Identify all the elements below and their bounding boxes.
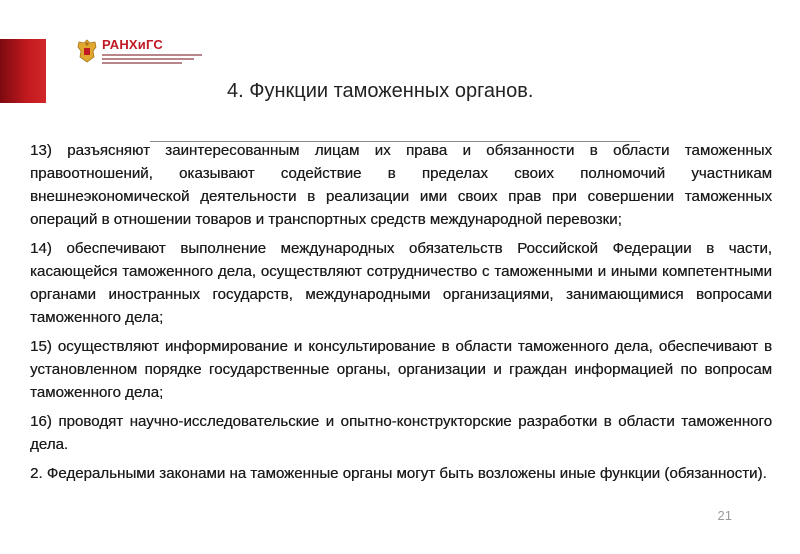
paragraph-2: 2. Федеральными законами на таможенные органы могут быть возложены иные функции (обязанности). <box>30 465 767 482</box>
paragraph-16: 16) проводят научно-исследовательские и опытно-конструкторские разработки в области таможенного дела. <box>30 413 772 453</box>
content-body <box>30 139 772 491</box>
red-accent-bar <box>0 39 46 103</box>
logo-subtitle <box>102 54 202 64</box>
logo-name: РАНХиГС <box>102 37 163 52</box>
paragraph-14: 14) обеспечивают выполнение международных обязательств Российской Федерации в части, касающейся таможенного дела, осуществляют сотрудничество с таможенными и иными компетентными органами иностранных государств, международными организациями, занимающимися вопросами таможенного дела; <box>30 240 772 326</box>
page-title: 4. Функции таможенных органов. <box>227 80 534 102</box>
paragraph-15: 15) осуществляют информирование и консультирование в области таможенного дела, обеспечивают в установленном порядке государственные органы, организации и граждан информацией по вопросам таможенного дела; <box>30 338 772 401</box>
eagle-emblem-icon <box>76 38 98 64</box>
page-number: 21 <box>717 508 732 523</box>
logo <box>76 34 202 68</box>
paragraph-13: 13) разъясняют заинтересованным лицам их права и обязанности в области таможенных правоотношений, оказывают содействие в пределах своих полномочий участникам внешнеэкономической деятельности в реализации ими своих прав при совершении таможенных операций в отношении товаров и транспортных средств международной перевозки; <box>30 142 772 228</box>
